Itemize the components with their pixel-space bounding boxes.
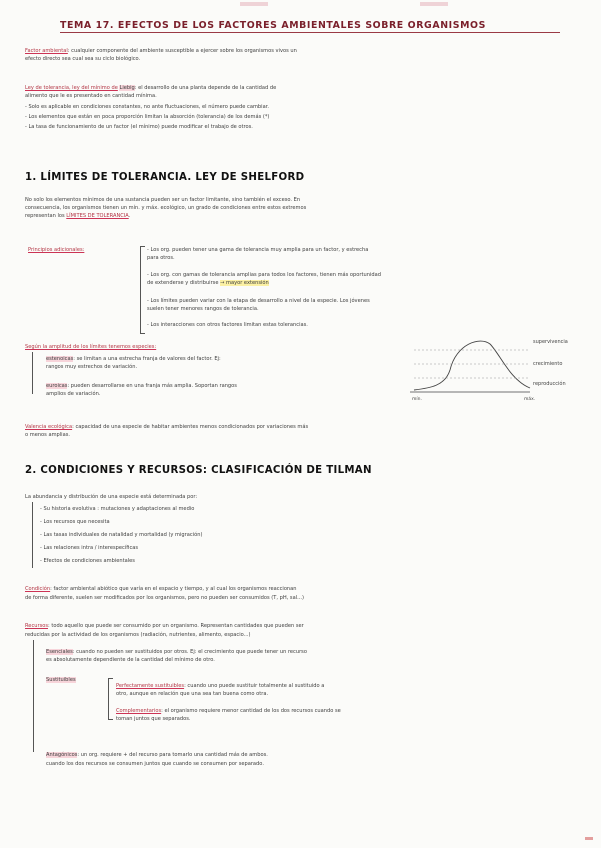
valencia-line: o menos amplias. (25, 432, 70, 438)
graph-label: supervivencia (533, 339, 568, 345)
esenciales-line: Esenciales: cuando no pueden ser sustituidos por otros. Ej: el crecimiento que puede tener un recurso (46, 649, 307, 655)
intro-line: - Los elementos que están en poca proporción limitan la absorción (tolerancia) de los demás (*) (25, 114, 270, 120)
principle-item: para otros. (147, 255, 175, 261)
brace (33, 640, 34, 752)
intro-line: alimento que le es presentado en cantidad mínima. (25, 93, 157, 99)
principle-item: - Los org. pueden tener una gama de tolerancia muy amplia para un factor, y estrecha (147, 247, 369, 253)
esenciales-line: es absolutamente dependiente de la cantidad del mínimo de otro. (46, 657, 215, 663)
recursos-line: reducidas por la actividad de los organismos (radiación, nutrientes, alimento, espacio...) (25, 632, 251, 638)
antagonicos-line: Antagónicos: un org. requiere + del recurso para tomarlo una cantidad más de ambos. (46, 752, 268, 758)
paragraph-line: No solo los elementos mínimos de una sustancia pueden ser un factor limitante, sino también el exceso. En (25, 197, 301, 203)
principles-label: Principios adicionales: (28, 247, 85, 253)
recursos-line: Recursos: todo aquello que puede ser consumido por un organismo. Representan cantidades que pueden ser (25, 623, 304, 629)
paragraph-line: La abundancia y distribución de una especie está determinada por: (25, 494, 198, 500)
page-title: TEMA 17. EFECTOS DE LOS FACTORES AMBIENTALES SOBRE ORGANISMOS (60, 20, 560, 33)
term-factor-ambiental: Factor ambiental (25, 48, 68, 54)
intro-line: Ley de tolerancia, ley del mínimo de Liebig: el desarrollo de una planta depende de la cantidad de (25, 85, 277, 91)
paragraph-line: representan los LÍMITES DE TOLERANCIA. (25, 213, 131, 219)
esteno-line: rangos muy estrechos de variación. (46, 364, 138, 370)
condicion-line: Condición: factor ambiental abiótico que varía en el espacio y tiempo, y al cual los organismos reaccionan (25, 586, 297, 592)
principle-item: - Los interacciones con otros factores limitan estas tolerancias. (147, 322, 308, 328)
tolerance-curve (414, 341, 530, 390)
brace (108, 678, 113, 720)
brace (140, 246, 145, 334)
graph-label: crecimiento (533, 361, 563, 367)
paragraph-line: consecuencia, los organismos tienen un mín. y máx. ecológico, un grado de condiciones entre estos extremos (25, 205, 307, 211)
complementarios-line: Complementarios: el organismo requiere menor cantidad de los dos recursos cuando se (116, 708, 341, 714)
intro-line: - Solo es aplicable en condiciones constantes, no ante fluctuaciones, el número puede cambiar. (25, 104, 269, 110)
ink-mark (240, 2, 268, 6)
section-heading-2: 2. CONDICIONES Y RECURSOS: CLASIFICACIÓN DE TILMAN (25, 465, 372, 476)
determinant-item: - Las relaciones intra / interespecíficas (40, 545, 139, 551)
euri-line: euroicas: pueden desarrollarse en una franja más amplia. Soportan rangos (46, 383, 237, 389)
principle-item: - Los límites pueden variar con la etapa de desarrollo a nivel de la especie. Los jóvenes (147, 298, 370, 304)
euri-line: amplios de variación. (46, 391, 101, 397)
antagonicos-line: cuando los dos recursos se consumen juntos que cuando se consumen por separado. (46, 761, 264, 767)
section-heading-1: 1. LÍMITES DE TOLERANCIA. LEY DE SHELFORD (25, 172, 305, 183)
x-min-label: mín. (412, 397, 422, 402)
intro-line: Factor ambiental: cualquier componente del ambiente susceptible a ejercer sobre los organismos vivos un (25, 48, 297, 54)
determinant-item: - Las tasas individuales de natalidad y mortalidad (y migración) (40, 532, 203, 538)
esteno-line: estenoicas: se limitan a una estrecha franja de valores del factor. Ej: (46, 356, 221, 362)
brace (32, 502, 33, 568)
determinant-item: - Efectos de condiciones ambientales (40, 558, 135, 564)
ink-mark (420, 2, 448, 6)
intro-line: efecto directo sea cual sea su ciclo biológico. (25, 56, 141, 62)
principle-item: - Los org. con gamas de tolerancia amplias para todos los factores, tienen más oportunidad (147, 272, 381, 278)
valencia-line: Valencia ecológica: capacidad de una especie de habitar ambientes menos condicionados por variaciones más (25, 424, 309, 430)
ink-mark (585, 837, 593, 840)
sustituibles-label: Sustituibles (46, 677, 76, 683)
condicion-line: de forma diferente, suelen ser modificados por los organismos, pero no pueden ser consumidos (T, pH, sal...) (25, 595, 304, 601)
amplitude-label: Según la amplitud de los límites tenemos especies: (25, 344, 157, 350)
tolerance-curve-diagram (400, 330, 570, 405)
principle-item: de extenderse y distribuirse → mayor extensión (147, 280, 269, 286)
perfectamente-line: otro, aunque en relación que una sea tan buena como otra. (116, 691, 269, 697)
determinant-item: - Los recursos que necesita (40, 519, 110, 525)
intro-line: - La tasa de funcionamiento de un factor (el mínimo) puede modificar el trabajo de otros. (25, 124, 253, 130)
complementarios-line: toman juntos que separados. (116, 716, 191, 722)
x-max-label: máx. (524, 397, 536, 402)
brace (32, 352, 33, 394)
graph-label: reproducción (533, 381, 566, 387)
principle-item: suelen tener menores rangos de tolerancia. (147, 306, 259, 312)
perfectamente-line: Perfectamente sustituibles: cuando uno puede sustituir totalmente al sustituido a (116, 683, 325, 689)
determinant-item: - Su historia evolutiva : mutaciones y adaptaciones al medio (40, 506, 195, 512)
